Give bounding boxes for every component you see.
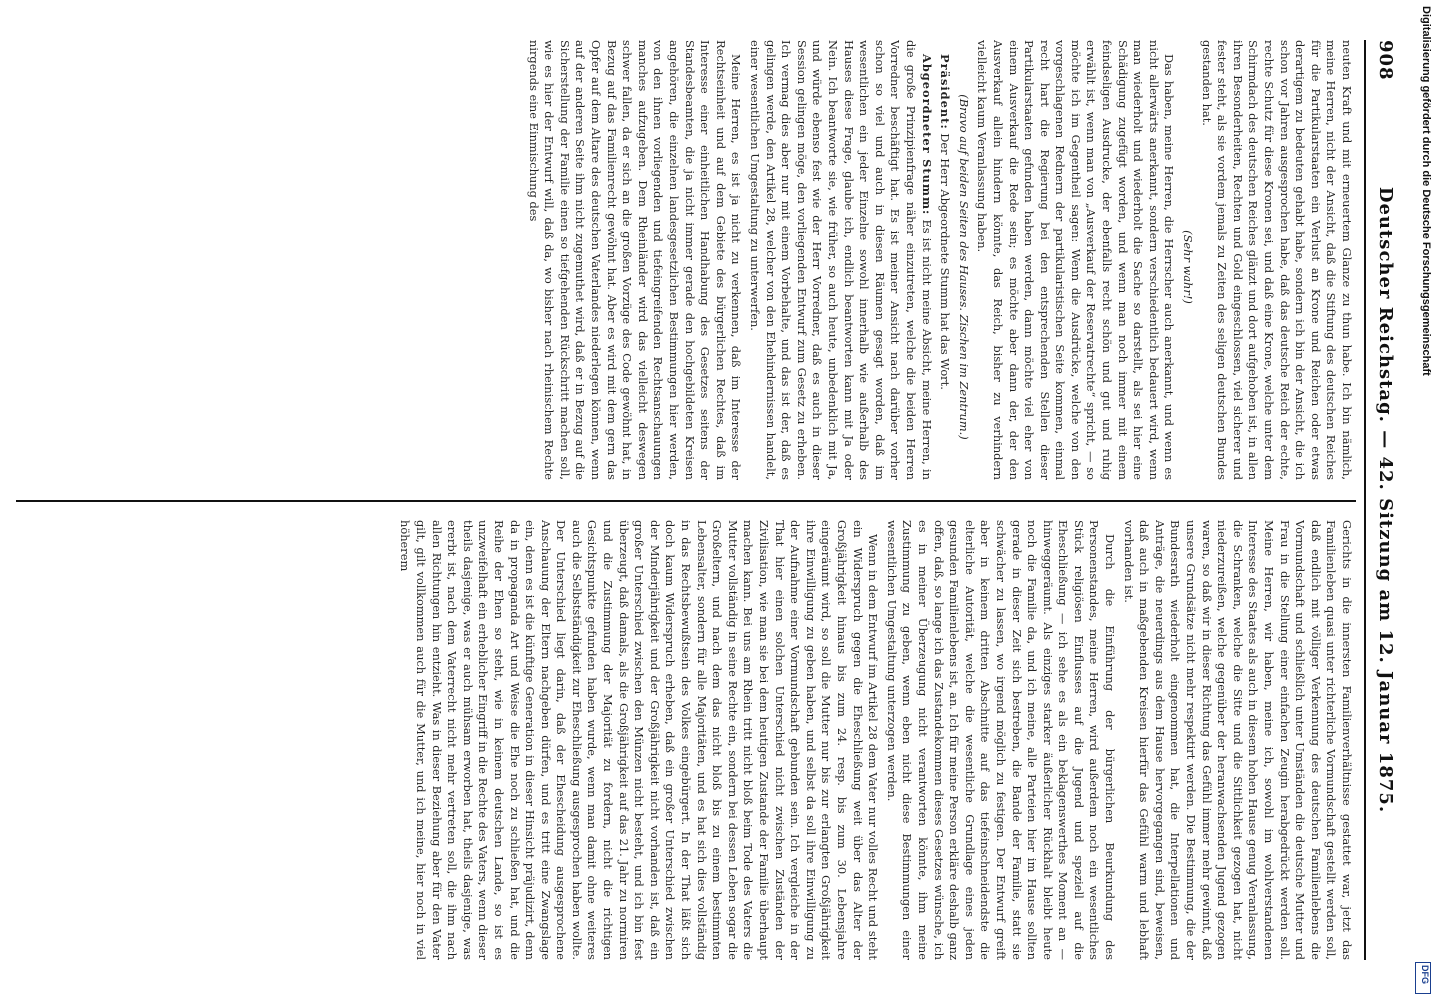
speaker-label: Abgeordneter Stumm: (919, 54, 934, 216)
left-column (16, 40, 1354, 480)
speaker-text: Es ist nicht meine Absicht, meine Herren, in die große Prinzipienfrage näher einzutreten, welche die beiden Herren Vorredner beschäftigt hat. Es ist meiner Ansicht nach darüber vorher schon so viel und auch in diesen Räumen gesagt worden, daß im wesentlichen ein jeder Einzelne sowohl innerhalb wie außerhalb des Hauses diese Frage, glaube ich, endlich beantworten kann mit Ja oder Nein. Ich beantworte sie, wie früher, so auch heute, unbedenklich mit Ja, und würde ebenso fest wie der Herr Vorredner, daß es auch in dieser Session gelingen möge, den vorliegenden Entwurf zum Gesetz zu erheben. Ich vermag dies aber nur mit einem Vorbehalte, und das ist der, daß es gelingen werde, den Artikel 28, welcher von den Ehehindernissen handelt, einer wesentlichen Umgestaltung zu unterwerfen. (748, 40, 934, 480)
paragraph: Meine Herren, es ist ja nicht zu verkennen, daß im Interesse der Rechtseinheit und auf dem Gebiete des bürgerlichen Rechtes, daß im Interesse einer einheitlichen Handhabung des Gesetzes seitens der Standesbeamten, die ja nicht immer gerade den hochgebildeten Kreisen angehören, die einzelnen landesgesetzlichen Bestimmungen hier werden, von den ihnen vorliegenden und tiefeingreifenden Rechtsanschauungen manches aufzugeben. Dem Rheinländer wird das vielleicht deswegen schwer fallen, da er sich an die großen Vorzüge des Code gewöhnt hat, in Bezug auf das Familienrecht gewöhnt hat. Aber es wird mit dem gern das Opfer auf dem Altare des deutschen Vaterlandes niederlegen können, wenn auf der anderen Seite ihm nicht zugemuthet wird, daß er in Bezug auf die Sicherstellung der Familie einen so tiefgehenden Rückschritt machen soll, wie es hier der Entwurf will, daß da, wo bisher nach rheinischem Rechte nirgends eine Einmischung des (526, 40, 744, 480)
dfg-logo-text: DFG (1420, 965, 1430, 984)
running-head: Deutscher Reichstag. — 42. Sitzung am 12. Januar 1875. (1375, 186, 1396, 814)
speaker-label: Präsident: (938, 54, 953, 130)
paragraph: neuten Kraft und mit erneuertem Glanze zu thun habe. Ich bin nämlich, meine Herren, nicht der Ansicht, daß die Stiftung des deutschen Reiches für die Partikularstaaten ein Verlust an Krone und Reichen oder etwas derartigem zu bedeuten gehabt habe, sondern ich bin der Ansicht, die ich schon vor Jahren ausgesprochen habe, daß das deutsche Reich der echte, rechte Schutz für diese Kronen sei, und daß eine Krone, welche unter dem Schirmdach des deutschen Reiches glänzt und dort aufgehoben ist, in allen ihren Besonderheiten, Rechten und Gold eingeschlossen, viel sicherer und fester steht, als sie vordem jemals zu Zeiten des seligen deutschen Bundes gestanden hat. (1199, 40, 1354, 480)
speaker-text: Der Herr Abgeordnete Stumm hat das Wort. (938, 133, 953, 390)
credit-text: Digitalisierung gefördert durch die Deutsche Forschungsgemeinschaft (1420, 6, 1432, 376)
paragraph: Durch die Einführung der bürgerlichen Beurkundung des Personenstandes, meine Herren, wird außerdem noch ein wesentliches Stück religiösen Einflusses auf die Jugend und speziell auf die Eheschließung — ich sehe es als ein beklagenswerthes Moment an — hinweggeräumt. Als einziges starker äußerlicher Rückhalt bleibt heute noch die Familie da, und ich meine, alle Parteien hier im Hause sollten gerade in dieser Zeit sich bestreben, die Bande der Familie, statt sie schwächer zu lassen, wo irgend möglich zu festigen. Der Entwurf greift aber in keinem dritten Abschnitte auf das tiefeinschneidendste die elterliche Autorität, welche die wesentliche Grundlage eines jeden gesunden Familienlebens ist, an. Ich für meine Person erkläre deshalb ganz offen, daß, so lange ich das Zustandekommen dieses Gesetzes wünsche, ich es in meiner Überzeugung nicht verantworten könnte, ihm meine Zustimmung zu geben, wenn eben nicht diese Bestimmungen einer wesentlichen Umgestaltung unterzogen werden. (884, 520, 1118, 960)
interjection: (Bravo auf beiden Seiten des Hauses. Zischen im Zentrum.) (956, 94, 971, 440)
speaker-line (937, 40, 953, 480)
right-column (16, 520, 1354, 960)
paragraph: Wenn in dem Entwurf im Artikel 28 dem Vater nur volles Recht und steht ein Widerspruch gegen die Eheschließung weit über das Alter der Großjährigkeit hinaus bis zum 24. resp. bis zum 30. Lebensjahre eingeräumt wird, so soll die Mutter nur bis zur erlangten Großjährigkeit ihre Einwilligung zu geben haben, und selbst da soll ihre Einwilligung zu der Aufnahme einer Vormundschaft gebunden sein. Ich vergleiche in der That hier einen solchen Unterschied nicht zwischen Zuständen der Zivilisation, wie man sie bei dem heutigen Zustande der Familie überhaupt machen kann. Bei uns am Rhein tritt nicht bloß beim Tode des Vaters die Mutter vollständig in seine Rechte ein, sondern bei dessen Leben sogar die Großeltern, und nach dem das nicht bloß bis zu einem bestimmten Lebensalter, sondern für alle Majoritäten, und es hat sich dies vollständig in das Rechtsbewußtsein des Volkes eingebürgert. In der That läßt sich doch kaum Widerspruch erheben, daß ein großer Unterschied zwischen der Minderjährigkeit und der Großjährigkeit nicht vorhanden ist, daß ein großer Unterschied zwischen den Münzen nicht besteht, und ich bin fest überzeugt, daß damals, als die Großjährigkeit auf das 21. Jahr zu normiren und die Zustimmung der Majorität zu fordern, nicht die richtigen Gesichtspunkte gefunden haben wurde, wenn man damit ohne weiteres auch die Selbstständigkeit zur Eheschließung ausgesprochen haben wollte. Der Unterschied liegt darin, daß der Ehescheidung ausgesprochene Anschauung der Eltern nachgeben dürfen, und es tritt eine Zwangslage ein, denn es ist die künftige Generation in dieser Hinsicht präjudizirt, denn da in propaganda Art und Weise die Ehe noch zu schließen hat, und die Reihe der Ehen so steht, wie in keinem deutschen Lande, so ist es unzweifelhaft ein erheblicher Eingriff in die Rechte des Vaters, wenn dieser theils dasjenige, was er auch mühsam erworben hat, theils dasjenige, was ererbt ist, nach dem Vaterrecht nicht mehr vertreten soll, die ihm nach allen Richtungen hin entzieht. Was in dieser Beziehung aber für den Vater gilt, gilt vollkommen auch für die Mutter, und ich meine, hier noch in viel höherem (398, 520, 881, 960)
speaker-line (746, 40, 933, 480)
interjection: (Sehr wahr!) (1181, 230, 1196, 304)
column-divider (16, 500, 1356, 502)
paragraph: Gerichts in die innersten Familienverhältnisse gestattet war, jetzt das Familienleben quasi unter richterliche Vormundschaft gestellt werden soll, daß endlich mit völliger Verkennung des deutschen Familienlebens die Vormundschaft und schließlich unter Umständen die deutsche Mutter und Frau in die Stellung einer einfachen Zeugin herabgedrückt werden soll. Meine Herren, wir haben, meine ich, sowohl im wohlverstandenen Interesse des Staates als auch in diesem hohen Hause genug Veranlassung, die Schranken, welche die Sitte und die Sittlichkeit gezogen hat, nicht niederzureißen, welche gegenüber der heranwachsenden Jugend gezogen waren, so daß wir in dieser Richtung das Gefühl immer mehr gewinnt, daß unsere Grundsätze nicht mehr respektirt werden. Die Bestimmung, die der Bundesrath wiederholt eingenommen hat, die Interpellationen und Anträge, die neuerdings aus dem Hause hervorgegangen sind, beweisen, daß auch in maßgebenden Kreisen hierfür das Gefühl warm und lebhaft vorhanden ist. (1121, 520, 1354, 960)
header-rule (1364, 40, 1366, 960)
page-header (1366, 40, 1396, 960)
page-number: 908 (1375, 40, 1396, 81)
digitization-credit (1412, 0, 1432, 1000)
dfg-logo-icon (1415, 962, 1431, 994)
paragraph: Das haben, meine Herren, die Herrscher auch anerkannt, und wenn es nicht allerwärts anerkannt, sondern verschiedentlich bedauert wird, wenn man wiederholt und wiederholt die Sache so darstellt, als sei hier eine Schädigung zugefügt worden, und wenn man noch immer mit einem feindseligen Ausdrucke, der ebenfalls recht schön und gut und ruhig erwählt ist, wenn man von „Ausverkauf der Reservatrechte“ spricht, — so möchte ich im Gegentheil sagen: Wenn die Ausdrücke, welche von den vorgeschlagenen Rednern der partikularistischen Seite kommen, einmal recht hart die Regierung bei den entsprechenden Stellen dieser Partikularstaaten gefunden haben werden, dann möchte viel eher von einem Ausverkauf die Rede sein; es möchte aber dann der, der den Ausverkauf allein hindern könnte, das Reich, bisher zu verhindern vielleicht kaum Veranlassung haben. (975, 40, 1177, 480)
